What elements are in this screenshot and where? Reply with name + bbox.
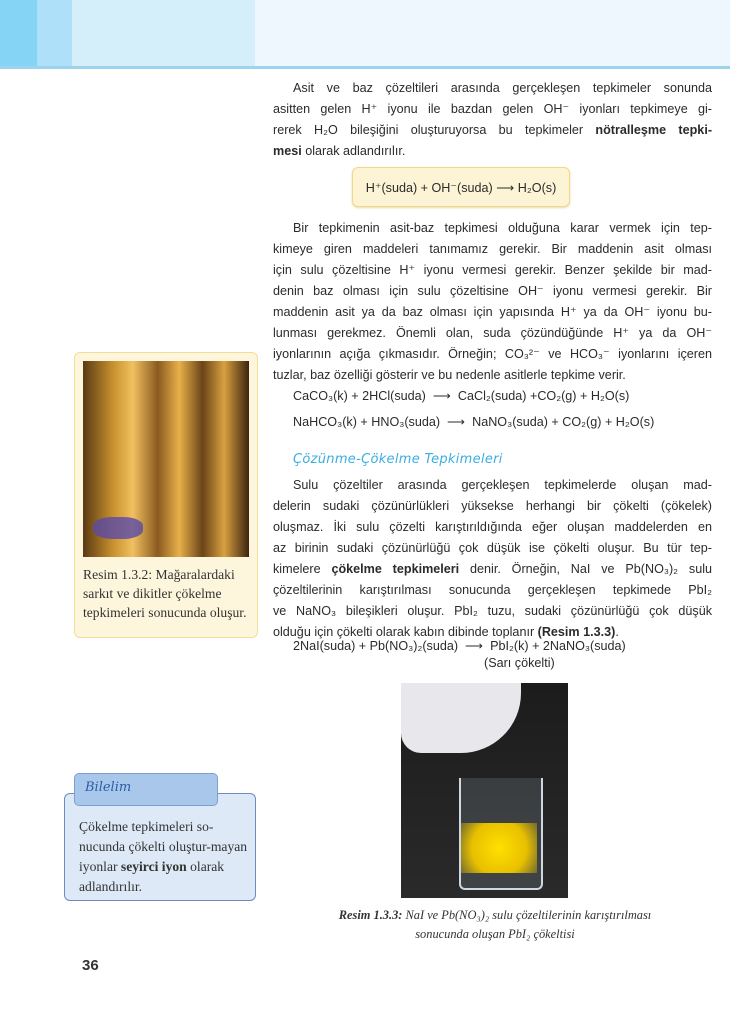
text-segment: rerek H₂O bileşiğini oluşturuyorsa bu tepkimeler — [273, 123, 596, 137]
page-number: 36 — [82, 957, 99, 974]
text-segment: oluşmaz. İki sulu çözelti karıştırıldığında eğer oluşan maddelerden en — [273, 520, 712, 534]
header-band-4 — [255, 0, 730, 66]
caption-label: Resim 1.3.3: — [338, 908, 403, 922]
header-band-1 — [0, 0, 37, 66]
text-segment: için sulu çözeltisine H⁺ iyonu vermesi gerekir. Benzer şekilde bir mad- — [273, 263, 712, 277]
text-segment: denir. Örneğin, NaI ve Pb(NO₃)₂ sulu — [459, 562, 713, 576]
text-line — [273, 99, 712, 120]
text-line — [273, 141, 712, 162]
text-segment: lunması gerekmez. Önemli olan, suda çözündüğünde H⁺ ya da OH⁻ — [273, 326, 712, 340]
bilelim-text — [79, 817, 251, 897]
paragraph-precipitation — [273, 475, 712, 643]
text-segment: tuzlar, baz özelliği gösterir ve bu nedenle asitlerle tepkime verir. — [273, 368, 626, 382]
text-segment: iyonlarının açığa çıkmasıdır. Örneğin; CO₃²⁻ ve HCO₃⁻ iyonlarını içeren — [273, 347, 712, 361]
text-line — [273, 344, 712, 365]
bold-term: (Resim 1.3.3) — [537, 625, 616, 639]
figure-cave-caption: Resim 1.3.2: Mağaralardaki sarkıt ve dikitler çökelme tepkimeleri sonucunda oluşur. — [83, 567, 247, 620]
text-line — [273, 120, 712, 141]
text-segment: denin baz olması için sulu çözeltisine OH⁻ iyonu vermesi gerekir. Bir — [273, 284, 712, 298]
paragraph-neutralization — [273, 78, 712, 162]
bold-term: nötralleşme tepki- — [595, 123, 713, 137]
bold-term: çökelme tepkimeleri — [331, 562, 460, 576]
text-line — [273, 365, 712, 386]
text-segment: az birinin sudaki çözünürlüğü çok düşük ise çökelti oluşur. Bu tür tep- — [273, 541, 712, 555]
bold-term: mesi — [273, 144, 302, 158]
text-segment: Asit ve baz çözeltileri arasında gerçekleşen tepkimeler sonunda — [293, 81, 712, 95]
bilelim-box — [64, 793, 256, 901]
section-heading: Çözünme-Çökelme Tepkimeleri — [293, 452, 503, 467]
text-line — [273, 260, 712, 281]
text-segment: Sulu çözeltiler arasında gerçekleşen tepkimelerde oluşan mad- — [293, 478, 712, 492]
text-line — [273, 517, 712, 538]
bilelim-header — [74, 773, 218, 806]
text-segment: olarak adlandırılır. — [301, 144, 406, 158]
text-line — [273, 323, 712, 344]
text-line — [273, 559, 712, 580]
text-line — [273, 239, 712, 260]
gloved-hand — [401, 683, 521, 753]
text-segment: . — [615, 625, 619, 639]
figure-cave — [74, 352, 258, 638]
cave-photo — [83, 361, 249, 557]
figure-beaker-caption — [300, 906, 690, 944]
text-line — [273, 302, 712, 323]
text-segment: kimelere — [273, 562, 332, 576]
text-segment: Bir tepkimenin asit-baz tepkimesi olduğuna karar vermek için tep- — [293, 221, 712, 235]
header-band-2 — [37, 0, 72, 66]
paragraph-acid-base — [273, 218, 712, 386]
text-line — [273, 496, 712, 517]
bilelim-bold-term: seyirci iyon — [120, 859, 187, 874]
text-segment: ve NaNO₃ bileşikleri oluşur. PbI₂ tuzu, sudaki çözünürlüğü çok düşük — [273, 604, 712, 618]
text-line — [273, 78, 712, 99]
header-band-3 — [72, 0, 255, 66]
caption-line-2: sonucunda oluşan PbI₂ çökeltisi — [415, 927, 575, 941]
formula-text: H⁺(suda) + OH⁻(suda) ⟶ H₂O(s) — [365, 180, 557, 195]
text-line — [273, 538, 712, 559]
text-line — [273, 218, 712, 239]
text-segment: kimeye giren maddeleri tanımamız gerekir. Bir maddenin asit olması — [273, 242, 712, 256]
text-segment: delerin sudaki çözünürlükleri yüksekse herhangi bir çökelti (çökelek) — [273, 499, 712, 513]
bilelim-title: Bilelim — [85, 780, 132, 795]
equation-caco3: CaCO₃(k) + 2HCl(suda) ⟶ CaCl₂(suda) +CO₂(g) + H₂O(s) — [293, 389, 630, 403]
text-line — [273, 281, 712, 302]
text-segment: çözeltilerinin karıştırılması sonucunda gerçekleşen tepkimede PbI₂ — [273, 583, 712, 597]
text-segment: asitten gelen H⁺ iyonu ile bazdan gelen OH⁻ iyonları tepkimeye gi- — [273, 102, 712, 116]
text-line — [273, 601, 712, 622]
text-segment: olduğu için çökelti olarak kabın dibinde toplanır — [273, 625, 538, 639]
text-line — [273, 475, 712, 496]
yellow-precipitate — [461, 823, 537, 873]
header-divider — [0, 66, 730, 69]
equation-note: (Sarı çökelti) — [484, 656, 555, 670]
bilelim-text-part: olarak adlandırılır. — [79, 859, 225, 894]
equation-nahco3: NaHCO₃(k) + HNO₃(suda) ⟶ NaNO₃(suda) + CO₂(g) + H₂O(s) — [293, 415, 655, 429]
beaker-photo — [401, 683, 568, 898]
text-segment: maddenin asit ya da baz olması için yapısında H⁺ ya da OH⁻ iyonu bu- — [273, 305, 712, 319]
bilelim-text-part: Çökelme tepkimeleri so-nucunda çökelti oluştur-mayan iyonlar — [79, 819, 248, 874]
formula-box-neutralization — [352, 167, 570, 207]
caption-line-1: NaI ve Pb(NO₃)₂ sulu çözeltilerinin karıştırılması — [402, 908, 652, 922]
equation-pbi2: 2NaI(suda) + Pb(NO₃)₂(suda) ⟶ PbI₂(k) + 2NaNO₃(suda) — [293, 639, 626, 653]
text-line — [273, 580, 712, 601]
